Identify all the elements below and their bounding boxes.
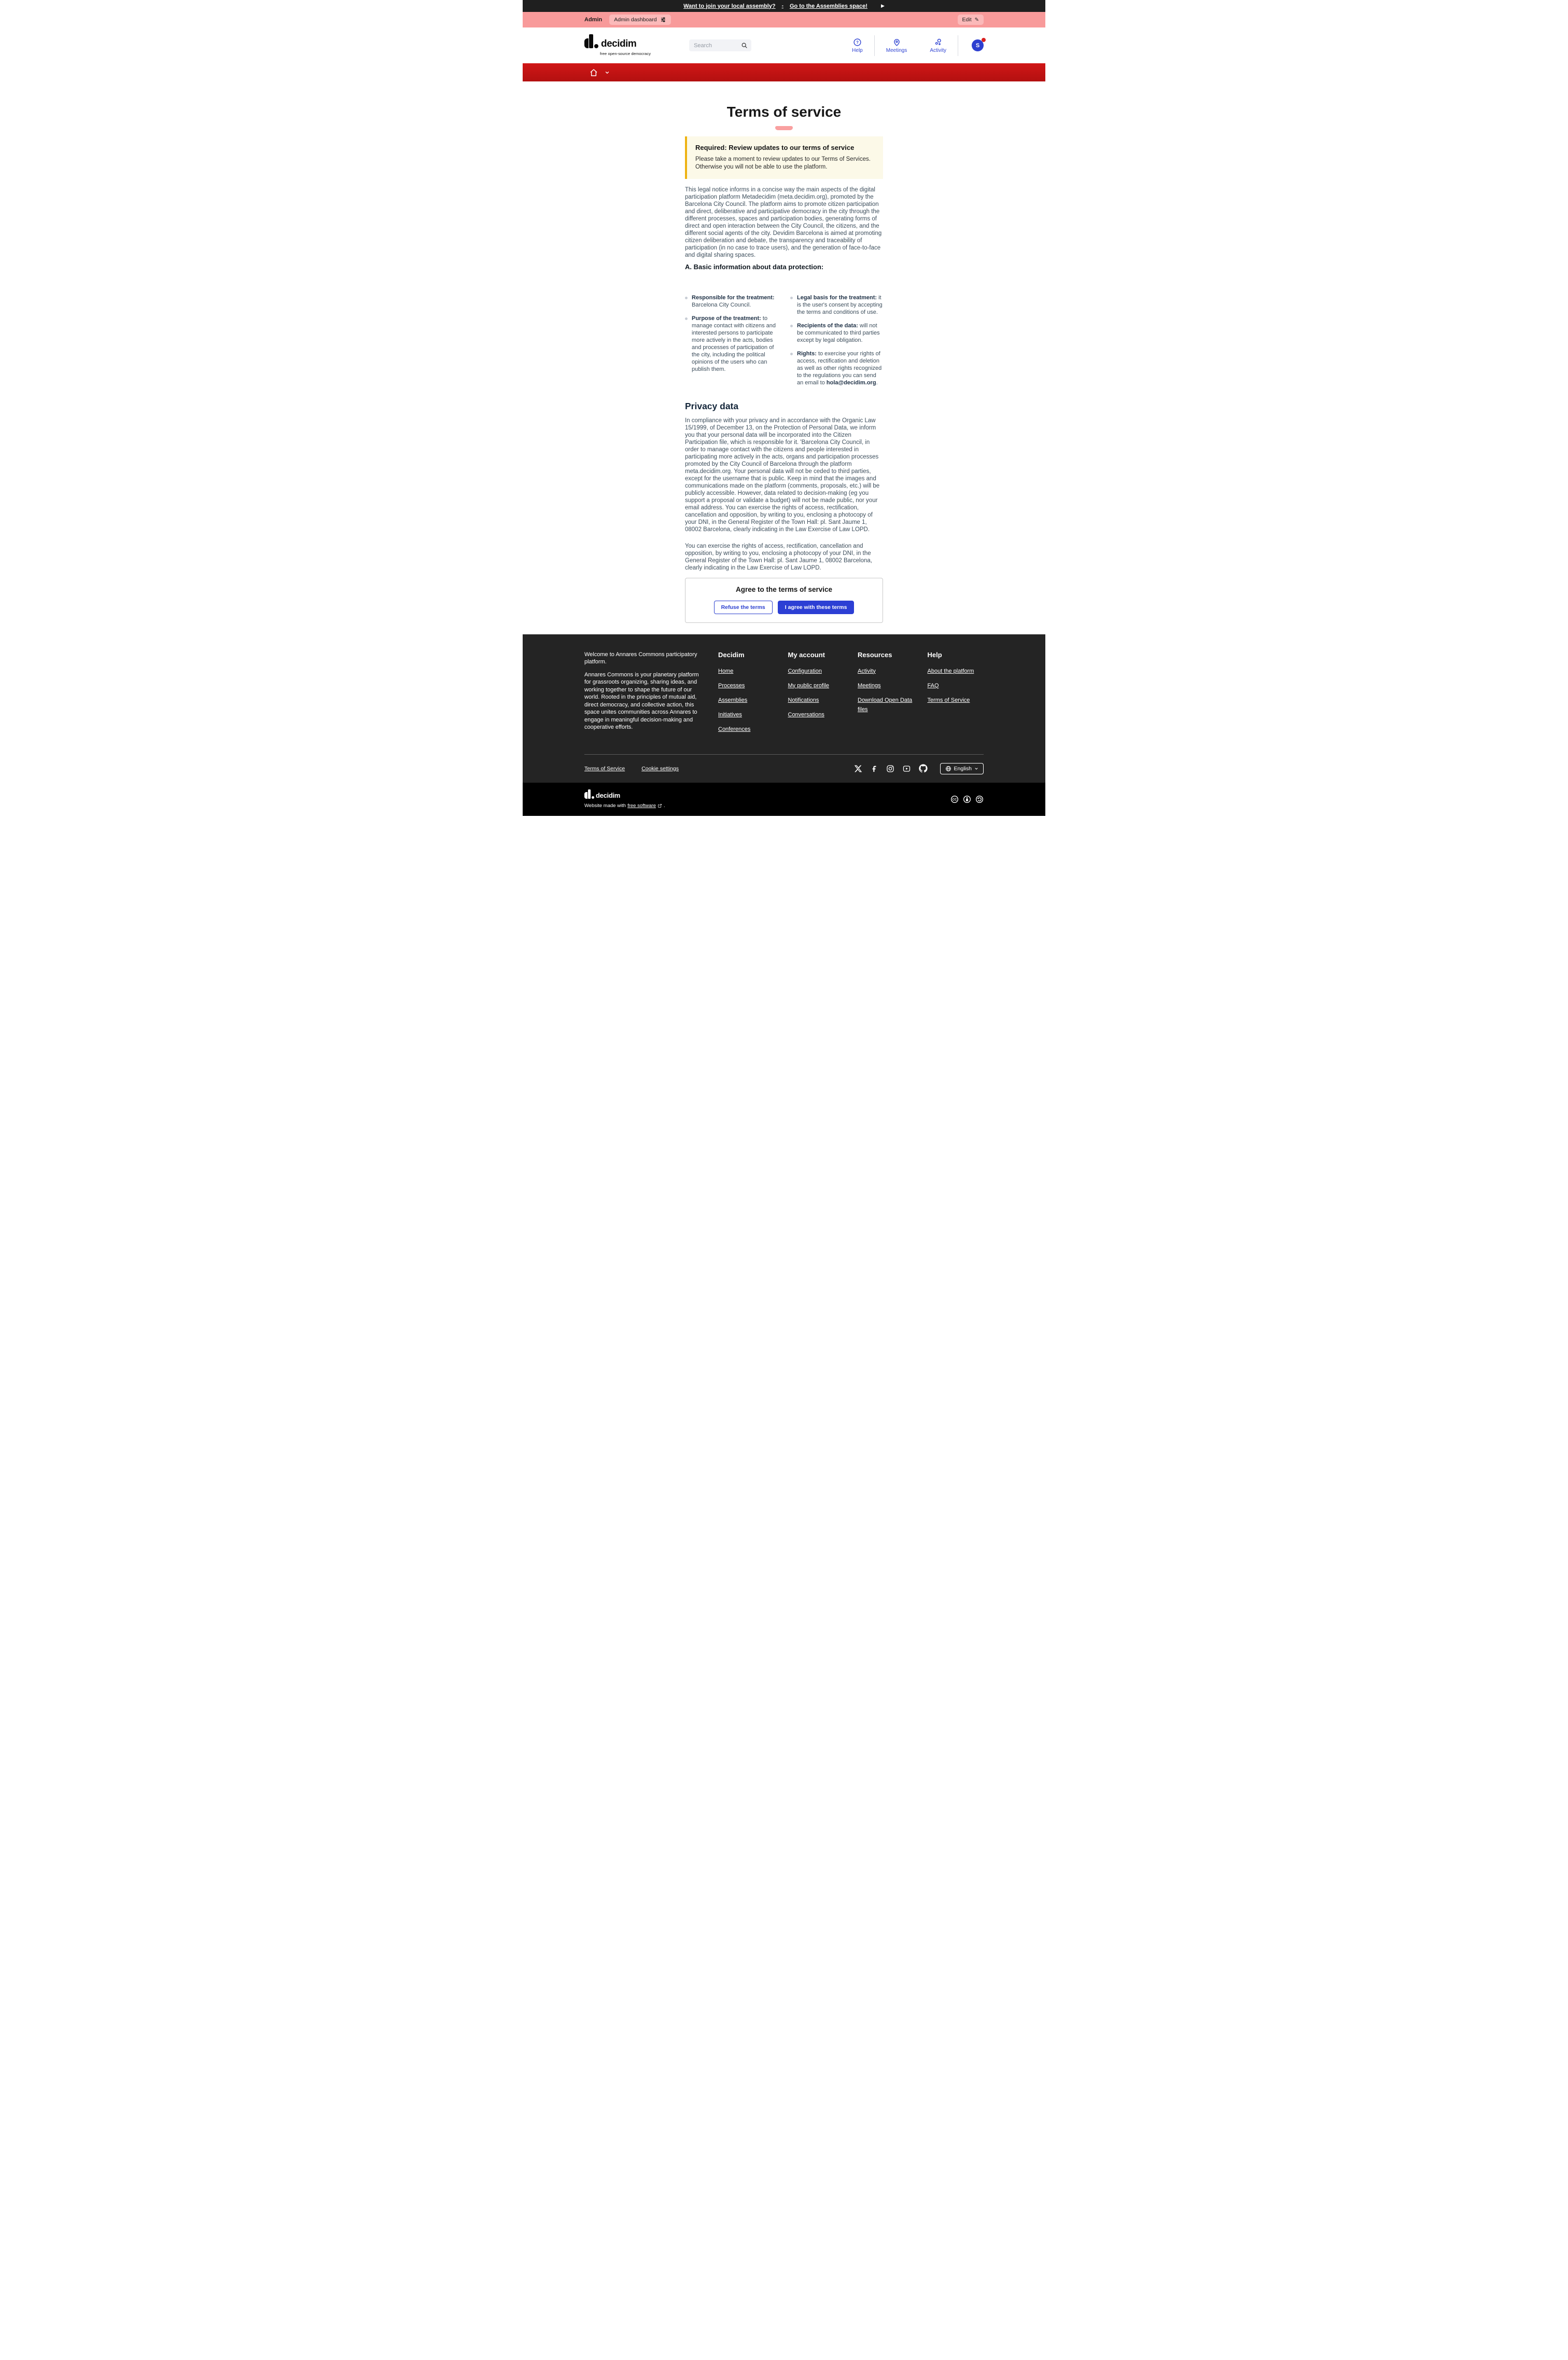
bullet-term: Legal basis for the treatment: [797,294,877,301]
avatar[interactable]: S [972,39,984,51]
privacy-paragraph-1: In compliance with your privacy and in accordance with the Organic Law 15/1999, of December 13, on the Protection of Personal Data, we inform you that your personal data will be incorporated into the Citizen Participation file, which is responsible for it. 'Barcelona City Council, in order to manage contact with the citizens and people interested in participating more actively in the acts, organs and participation processes promoted by the City Council of Barcelona through the platform meta.decidim.org. Your personal data will not be ceded to third parties, except for the username that is public. Keep in mind that the images and communications made on the platform (comments, proposals, etc.) will be publicly accessible. However, data related to decision-making (eg you support a proposal or validate a budget) will not be made public, nor your email address. You can exercise the rights of access, rectification, cancellation and opposition, by writing to you, enclosing a photocopy of your DNI, in the General Register of the Town Hall: pl. Sant Jaume 1, 08002 Barcelona, clearly indicating in the Law Exercise of Law LOPD. [685,417,880,533]
bullet-dot-icon [790,325,793,327]
main-navbar [523,63,1045,81]
page-title: Terms of service [726,104,842,120]
title-underline [775,126,793,130]
agree-box-heading: Agree to the terms of service [735,585,833,593]
admin-dashboard-button[interactable] [609,15,670,25]
footer-link-notifications[interactable]: Notifications [788,697,819,703]
admin-role-label: Admin [584,17,603,23]
bullet-dot-icon [790,297,793,299]
list-item [685,294,778,309]
bullet-text: to exercise your rights of access, rectification and deletion as well as other rights recognized to the regulations you can send an email to [797,350,882,386]
footer-column-decidim [718,651,775,739]
chevron-down-icon[interactable] [605,70,610,75]
bullet-term: Responsible for the treatment: [692,294,775,301]
cc-icon[interactable] [950,795,959,803]
bullets-left-column [685,294,778,393]
notification-dot [982,38,986,42]
globe-icon [945,766,951,772]
license-icons [950,795,984,803]
bullet-text: it is the user's consent by accepting the terms and conditions of use. [797,294,883,315]
footer-link-conferences[interactable]: Conferences [718,726,751,732]
section-a-heading: A. Basic information about data protection: [685,262,824,271]
bullet-text: will not be communicated to third parties except by legal obligation. [797,322,880,343]
x-icon[interactable] [854,765,862,773]
site-header [523,27,1045,63]
footer-column-account [788,651,845,739]
privacy-paragraph-2: You can exercise the rights of access, rectification, cancellation and opposition, by writing to you, enclosing a photocopy of your DNI, in the General Register of the Town Hall: pl. Sant Jaume 1, 08002 Barcelona, clearly indicating in the Law Exercise of Law LOPD. [685,543,872,571]
privacy-data-heading: Privacy data [685,400,739,411]
assembly-question-link[interactable]: Want to join your local assembly? [683,3,776,9]
footer-description-block [584,651,705,739]
footer-link-about[interactable]: About the platform [927,668,974,674]
footer-link-initiatives[interactable]: Initiatives [718,711,742,718]
footer-column-title: My account [788,650,825,659]
home-icon[interactable] [589,68,598,77]
meetings-label: Meetings [886,47,907,53]
made-with-text: Website made with [584,803,626,809]
footer-link-meetings[interactable]: Meetings [858,682,881,689]
free-software-link[interactable]: free software [627,803,656,809]
bottom-bar [523,783,1045,816]
github-icon[interactable] [919,764,928,773]
admin-dashboard-label: Admin dashboard [614,17,657,23]
pencil-icon: ✎ [974,17,979,23]
search-icon[interactable] [741,42,748,49]
footer-link-configuration[interactable]: Configuration [788,668,822,674]
activity-label: Activity [930,47,946,53]
list-item [790,350,883,386]
announcement-separator: - [781,3,783,9]
cc-by-icon[interactable] [963,795,971,803]
footer-description: Annares Commons is your planetary platform for grassroots organizing, sharing ideas, and working together to shape the future of our world. Rooted in the principles of mutual aid, direct democracy, and collective action, this space unites communities across Annares to engage in meaningful decision-making and cooperative efforts. [584,671,699,731]
agree-terms-box [685,578,883,623]
list-item [790,322,883,344]
svg-text:?: ? [856,39,859,45]
user-menu[interactable] [972,39,984,51]
edit-label: Edit [962,17,972,23]
edit-button[interactable] [958,15,984,25]
required-review-callout [685,136,883,179]
map-pin-icon [892,38,901,47]
footer-welcome: Welcome to Annares Commons participatory platform. [584,651,697,665]
list-item [685,315,778,373]
logo-name: decidim [601,38,637,49]
help-nav-item[interactable] [841,38,874,53]
footer-bottom-terms-link[interactable]: Terms of Service [584,765,625,772]
header-nav [841,35,958,56]
footer-link-open-data[interactable]: Download Open Data files [858,697,913,713]
site-footer [523,634,1045,783]
made-with-line [584,803,665,809]
footer-link-home[interactable]: Home [718,668,734,674]
footer-link-faq[interactable]: FAQ [927,682,939,689]
instagram-icon[interactable] [886,765,894,773]
admin-bar [523,12,1045,27]
external-link-icon [657,803,662,808]
facebook-icon[interactable] [870,765,878,773]
social-links [854,764,928,773]
footer-link-assemblies[interactable]: Assemblies [718,697,748,703]
activity-bubbles-icon [934,38,943,47]
footer-link-terms[interactable]: Terms of Service [927,697,970,703]
decidim-logo-mark-icon [584,35,599,51]
contact-email-link[interactable]: hola@decidim.org [826,379,876,386]
language-selector[interactable] [940,763,984,774]
footer-link-conversations[interactable]: Conversations [788,711,824,718]
refuse-terms-button[interactable]: Refuse the terms [714,601,773,614]
footer-column-title: Resources [858,650,892,659]
callout-body: Please take a moment to review updates to our Terms of Services. Otherwise you will not be able to use the platform. [695,156,871,171]
callout-title: Required: Review updates to our terms of service [695,143,855,151]
footer-column-title: Decidim [718,650,745,659]
footer-bottom-cookie-link[interactable]: Cookie settings [641,765,679,772]
main-content [523,81,1045,634]
footer-link-processes[interactable]: Processes [718,682,745,689]
decidim-footer-logo[interactable] [584,789,665,800]
bullet-dot-icon [685,317,688,320]
cc-sa-icon[interactable] [975,795,984,803]
search-bar [689,39,751,51]
language-label: English [954,765,972,772]
assemblies-space-link[interactable]: Go to the Assemblies space! [789,3,867,9]
logo-name: decidim [596,792,621,800]
bullet-dot-icon [790,353,793,355]
list-item [790,294,883,316]
footer-column-help [928,651,984,739]
decidim-logo[interactable] [584,35,651,56]
agree-terms-button[interactable]: I agree with these terms [778,601,855,614]
meetings-nav-item[interactable] [875,38,919,53]
footer-column-resources [858,651,914,739]
chevron-down-icon [974,767,978,771]
announcement-bar [523,0,1045,12]
youtube-icon[interactable] [902,765,911,773]
made-with-suffix: . [664,803,665,809]
bullet-text: Barcelona City Council. [692,301,751,308]
activity-nav-item[interactable] [918,38,958,53]
bullet-dot-icon [685,297,688,299]
bullet-text: . [876,379,878,386]
footer-link-activity[interactable]: Activity [858,668,876,674]
sliders-icon [660,17,666,23]
arrow-right-icon[interactable]: ▶ [880,3,885,8]
bullets-right-column [790,294,883,393]
footer-column-title: Help [927,650,942,659]
logo-tagline: free open-source democracy [600,51,651,56]
svg-text:CC: CC [952,798,957,801]
bullet-term: Purpose of the treatment: [692,315,761,322]
bullet-term: Rights: [797,350,817,357]
data-protection-list [685,294,883,393]
decidim-logo-mark-icon [584,789,594,800]
help-icon [853,38,862,47]
legal-notice-paragraph: This legal notice informs in a concise way the main aspects of the digital participation platform Metadecidim (meta.decidim.org), promoted by the Barcelona City Council. The platform aims to promote citizen participation and direct, deliberative and participative democracy in the city through the different processes, spaces and participation bodies, generating forms of direct and open interaction between the City Council, the citizens, and the different social agents of the city. Devidim Barcelona is aimed at promoting citizen deliberation and debate, the transparency and traceability of participation (in no case to trace users), and the generation of face-to-face and digital sharing spaces. [685,186,882,258]
footer-link-public-profile[interactable]: My public profile [788,682,829,689]
help-label: Help [852,47,863,53]
bullet-text: to manage contact with citizens and interested persons to participate more actively in the acts, bodies and processes of participation of the city, including the political opinions of the users who can publish them. [692,315,776,372]
bullet-term: Recipients of the data: [797,322,858,329]
